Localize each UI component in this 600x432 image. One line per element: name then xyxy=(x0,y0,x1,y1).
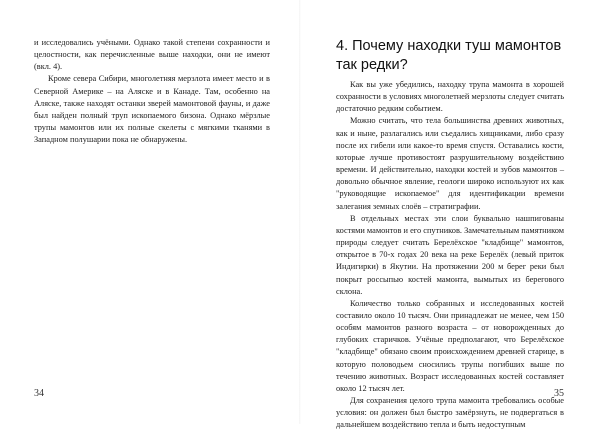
section-heading: 4. Почему находки туш мамонтов так редки? xyxy=(336,38,562,73)
right-page-number: 35 xyxy=(554,388,564,399)
right-page-text xyxy=(336,79,564,432)
right-paragraph-3: В отдельных местах эти слои буквально нашпигованы костями мамонтов и его спутников. Замечательным памятником природы следует считать Берелёхское "кладбище" мамонтов, открытое в 70-х годах 20 века на реке Берелёх (левый приток Индигирки) в Якутии. На протяжении 200 м берег реки был покрыт россыпью костей мамонта, вымытых из берегового склона. xyxy=(336,213,564,296)
right-paragraph-2: Можно считать, что тела большинства древних животных, как и ныне, разлагались или съедались хищниками, либо сразу после их гибели или какое-то время спустя. Оставались кости, которые лучше противостоят разрушительному воздействию времени. И действительно, находки костей и зубов мамонтов – довольно обычное явление, геологи широко используют их как "руководящие ископаемое" для идентификации времени залегания земных слоёв – стратиграфии. xyxy=(336,116,564,211)
left-paragraph-2: Кроме севера Сибири, многолетняя мерзлота имеет место и в Северной Америке – на Аляске и в Канаде. Там, особенно на Аляске, также находят останки зверей мамонтовой фауны, и даже был найден полный труп ископаемого бизона. Однако мёрзлые трупы мамонтов или их полные скелеты с мягкими тканями в Западном полушарии пока не обнаружены. xyxy=(34,74,270,145)
right-paragraph-5: Для сохранения целого трупа мамонта требовались особые условия: он должен был быстро замёрзнуть, не подвергаться в дальнейшем воздействию тепла и быть недоступным xyxy=(336,396,564,430)
left-paragraph-1: и исследовались учёными. Однако такой степени сохранности и целостности, как перечисленные выше находки, они не имеют (вкл. 4). xyxy=(34,38,270,72)
left-page xyxy=(0,0,300,424)
left-page-text xyxy=(34,37,270,146)
left-page-number: 34 xyxy=(34,388,44,399)
right-paragraph-4: Количество только собранных и исследованных костей составило около 10 тысяч. Они принадлежат не менее, чем 150 особям мамонтов разного возраста – от новорожденных до глубоких старичков. Учёные предполагают, что Берелёхское "кладбище" обязано своим происхождением древней старице, в которую половодьем сносились трупы погибших выше по течению животных. Возраст исследованных костей составляет около 12 тысяч лет. xyxy=(336,298,564,393)
right-paragraph-1: Как вы уже убедились, находку трупа мамонта в хорошей сохранности в условиях многолетней мерзлоты следует считать достаточно редким событием. xyxy=(336,80,564,114)
right-page xyxy=(300,0,600,430)
